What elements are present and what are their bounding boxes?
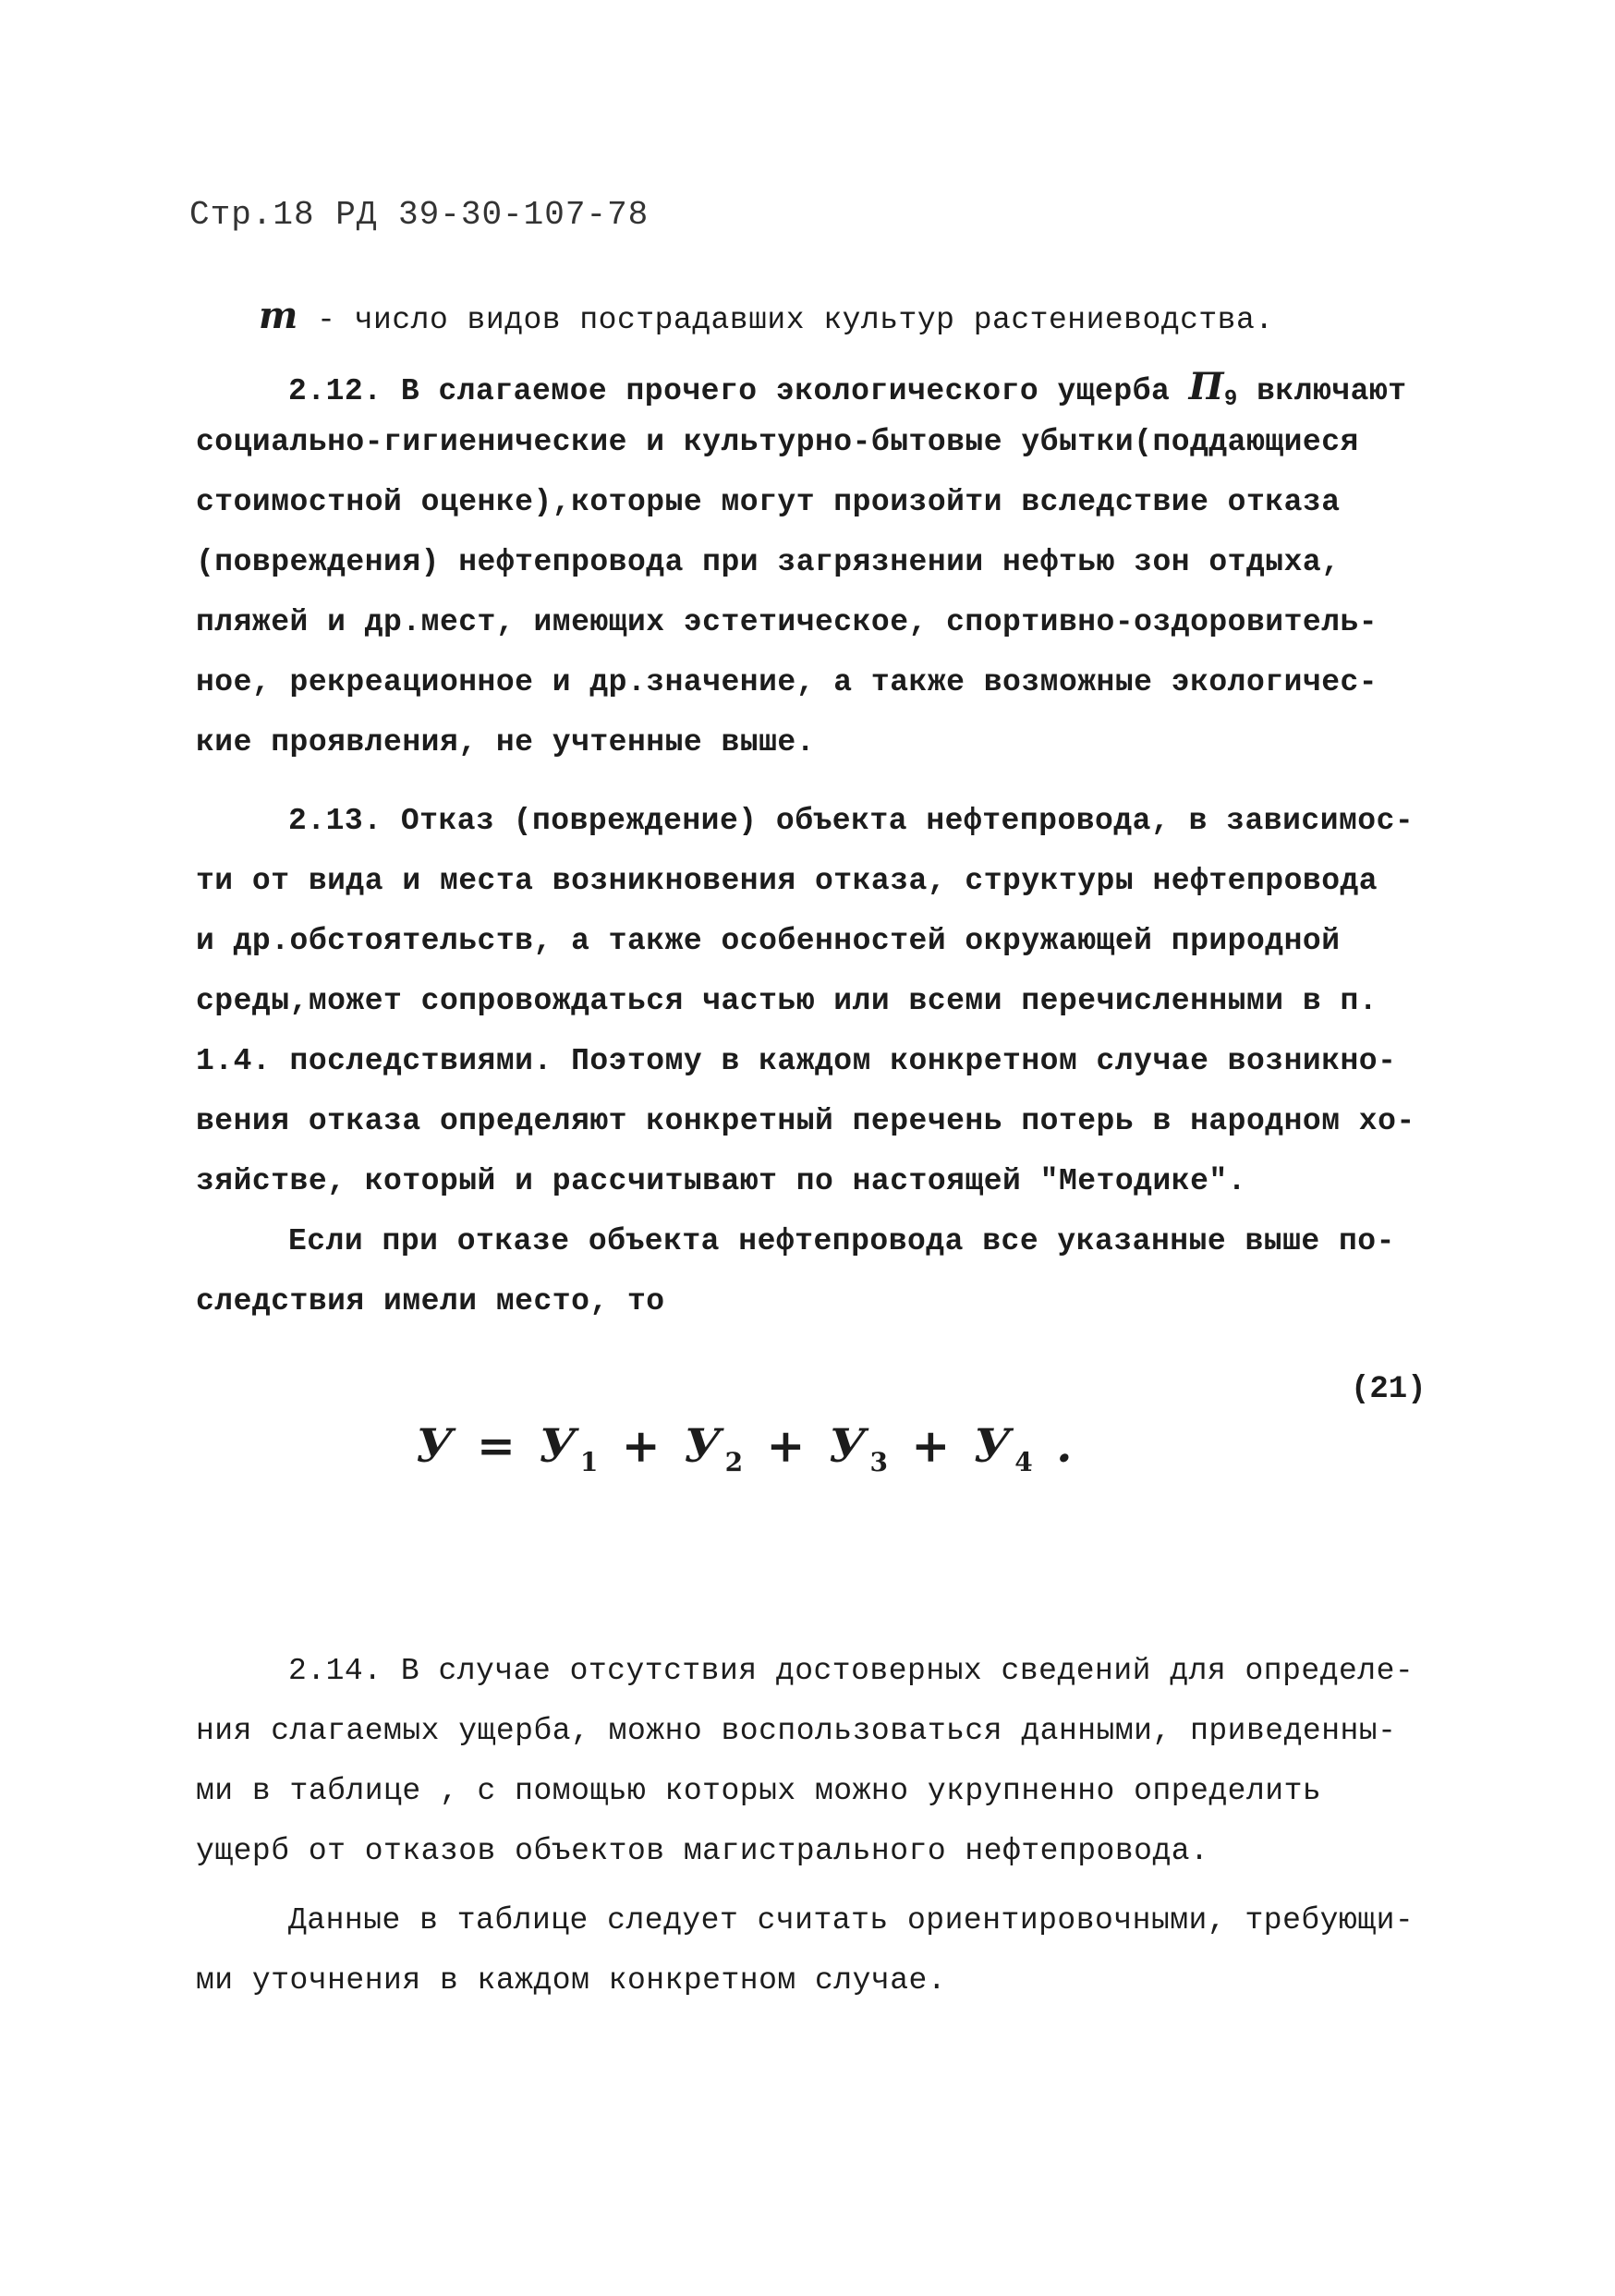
formula-term-3: У bbox=[828, 1418, 870, 1473]
formula-lhs: У bbox=[416, 1418, 457, 1473]
symbol-m: m bbox=[259, 294, 298, 337]
section-number: 2.12. bbox=[288, 374, 382, 408]
formula-term-4: У bbox=[973, 1418, 1015, 1473]
paragraph-2-14-line-6: ми уточнения в каждом конкретном случае. bbox=[196, 1963, 947, 1998]
paragraph-2-14-line-3: ми в таблице , с помощью которых можно укрупненно определить bbox=[196, 1774, 1322, 1808]
paragraph-2-14-line-4: ущерб от отказов объектов магистрального нефтепровода. bbox=[196, 1834, 1209, 1868]
paragraph-2-13-line-8: Если при отказе объекта нефтепровода все указанные выше по- bbox=[288, 1224, 1395, 1258]
paragraph-2-14-line-5: Данные в таблице следует считать ориентировочными, требующи- bbox=[288, 1903, 1415, 1938]
formula-21: $У = У_1 + У_2 + У_3 + У_4$ . bbox=[416, 1418, 1076, 1477]
paragraph-2-13-line-7: зяйстве, который и рассчитывают по настоящей "Методике". bbox=[196, 1164, 1246, 1198]
paragraph-2-13-line-2: ти от вида и места возникновения отказа, структуры нефтепровода bbox=[196, 864, 1378, 898]
paragraph-2-13-line-9: следствия имели место, то bbox=[196, 1284, 665, 1318]
formula-term-1: У bbox=[539, 1418, 580, 1473]
section-number: 2.13. bbox=[288, 804, 382, 838]
paragraph-2-13-line-1: 2.13. Отказ (повреждение) объекта нефтепровода, в зависимос- bbox=[288, 804, 1415, 838]
equation-number: (21) bbox=[1351, 1372, 1427, 1407]
paragraph-2-13-line-3: и др.обстоятельств, а также особенностей окружающей природной bbox=[196, 924, 1341, 958]
paragraph-2-12-line-4: (повреждения) нефтепровода при загрязнении нефтью зон отдыха, bbox=[196, 545, 1341, 579]
definition-m: m - число видов пострадавших культур растениеводства. bbox=[259, 294, 1274, 337]
paragraph-2-12-line-7: кие проявления, не учтенные выше. bbox=[196, 725, 816, 759]
paragraph-2-12-line-1: 2.12. В слагаемое прочего экологического ущерба $П_9$ включают bbox=[288, 365, 1407, 412]
page-header: Стр.18 РД 39-30-107-78 bbox=[189, 196, 650, 234]
formula-term-2: У bbox=[684, 1418, 725, 1473]
paragraph-2-13-line-5: 1.4. последствиями. Поэтому в каждом конкретном случае возникно- bbox=[196, 1044, 1397, 1078]
paragraph-2-12-line-6: ное, рекреационное и др.значение, а также возможные экологичес- bbox=[196, 665, 1378, 699]
paragraph-2-14-line-2: ния слагаемых ущерба, можно воспользоваться данными, приведенны- bbox=[196, 1714, 1397, 1748]
section-number: 2.14. bbox=[288, 1654, 382, 1688]
paragraph-2-12-line-2: социально-гигиенические и культурно-бытовые убытки(поддающиеся bbox=[196, 425, 1359, 459]
paragraph-2-12-line-5: пляжей и др.мест, имеющих эстетическое, спортивно-оздоровитель- bbox=[196, 605, 1378, 639]
paragraph-2-12-line-3: стоимостной оценке),которые могут произойти вследствие отказа bbox=[196, 485, 1341, 519]
paragraph-2-13-line-6: вения отказа определяют конкретный перечень потерь в народном хо- bbox=[196, 1104, 1415, 1138]
paragraph-2-13-line-4: среды,может сопровождаться частью или всеми перечисленными в п. bbox=[196, 984, 1378, 1018]
paragraph-2-14-line-1: 2.14. В случае отсутствия достоверных сведений для определе- bbox=[288, 1654, 1415, 1688]
symbol-p: П bbox=[1188, 365, 1224, 408]
